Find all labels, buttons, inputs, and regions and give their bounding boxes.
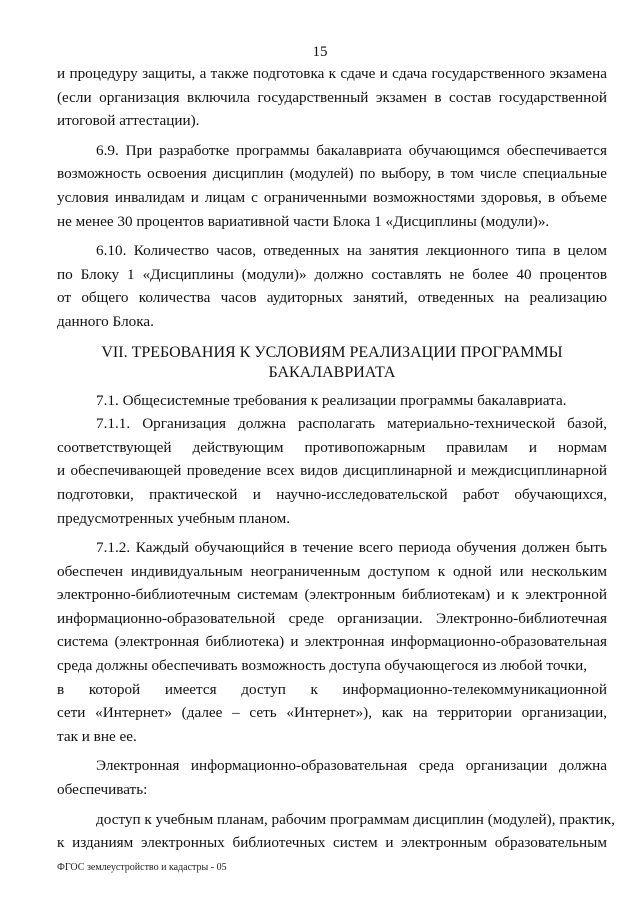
paragraph-6-10: [57, 239, 607, 333]
text-line: предусмотренных учебным планом.: [57, 509, 291, 527]
text-line: 7.1. Общесистемные требования к реализации программы бакалавриата.: [96, 391, 567, 409]
text-line: сети «Интернет» (далее – сеть «Интернет»), как на территории организации,: [57, 704, 607, 722]
text-line: 7.1.1. Организация должна располагать материально-технической базой,: [96, 415, 607, 433]
text-line: не менее 30 процентов вариативной части Блока 1 «Дисциплины (модули)».: [57, 212, 550, 230]
text-line: к изданиям электронных библиотечных систем и электронным образовательным: [57, 834, 607, 852]
text-line: соответствующей действующим противопожарным правилам и нормам: [57, 438, 607, 456]
paragraph-access: [57, 808, 615, 855]
page-footer: ФГОС землеустройство и кадастры - 05: [57, 862, 227, 873]
text-line: 6.9. При разработке программы бакалавриата обучающимся обеспечивается: [96, 141, 607, 159]
paragraph-7-1: [57, 389, 607, 413]
text-line: в которой имеется доступ к информационно-телекоммуникационной: [57, 680, 607, 698]
text-line: электронно-библиотечным системам (электронным библиотекам) и к электронной: [57, 586, 607, 604]
text-line: условия инвалидам и лицам с ограниченными возможностями здоровья, в объеме: [57, 188, 607, 206]
text-line: возможность освоения дисциплин (модулей) по выбору, в том числе специальные: [57, 165, 607, 183]
text-line: и обеспечивающей проведение всех видов дисциплинарной и междисциплинарной: [57, 462, 607, 480]
text-line: так и вне ее.: [57, 727, 137, 745]
text-line: и процедуру защиты, а также подготовка к сдаче и сдача государственного экзамена: [57, 65, 607, 82]
document-body: [57, 62, 615, 855]
heading-line: БАКАЛАВРИАТА: [268, 363, 396, 381]
section-heading: [57, 343, 607, 383]
text-line: система (электронная библиотека) и электронная информационно-образовательная: [57, 633, 607, 651]
text-line: итоговой аттестации).: [57, 112, 200, 130]
paragraph-eios: [57, 754, 607, 801]
heading-line: VII. ТРЕБОВАНИЯ К УСЛОВИЯМ РЕАЛИЗАЦИИ ПРОГРАММЫ: [101, 343, 563, 361]
text-line: подготовки, практической и научно-исследовательской работ обучающихся,: [57, 485, 607, 503]
text-line: информационно-образовательной среде организации. Электронно-библиотечная: [57, 609, 607, 627]
paragraph-7-1-1: [57, 412, 607, 530]
text-line: (если организация включила государственный экзамен в состав государственной: [57, 88, 607, 106]
text-line: 6.10. Количество часов, отведенных на занятия лекционного типа в целом: [96, 242, 607, 260]
paragraph-6-9: [57, 139, 607, 233]
text-line: обеспечивать:: [57, 781, 148, 799]
paragraph-continuation: [57, 62, 607, 133]
text-line: среда должны обеспечивать возможность доступа обучающегося из любой точки,: [57, 657, 587, 675]
text-line: 7.1.2. Каждый обучающийся в течение всего периода обучения должен быть: [96, 539, 607, 557]
text-line: Электронная информационно-образовательная среда организации должна: [96, 757, 607, 775]
text-line: от общего количества часов аудиторных занятий, отведенных на реализацию: [57, 289, 607, 307]
text-line: доступ к учебным планам, рабочим программам дисциплин (модулей), практик,: [96, 810, 615, 828]
text-line: обеспечен индивидуальным неограниченным доступом к одной или нескольким: [57, 562, 607, 580]
text-line: данного Блока.: [57, 312, 154, 330]
text-line: по Блоку 1 «Дисциплины (модули)» должно составлять не более 40 процентов: [57, 265, 607, 283]
paragraph-7-1-2: [57, 536, 607, 748]
page-number: 15: [312, 44, 328, 60]
